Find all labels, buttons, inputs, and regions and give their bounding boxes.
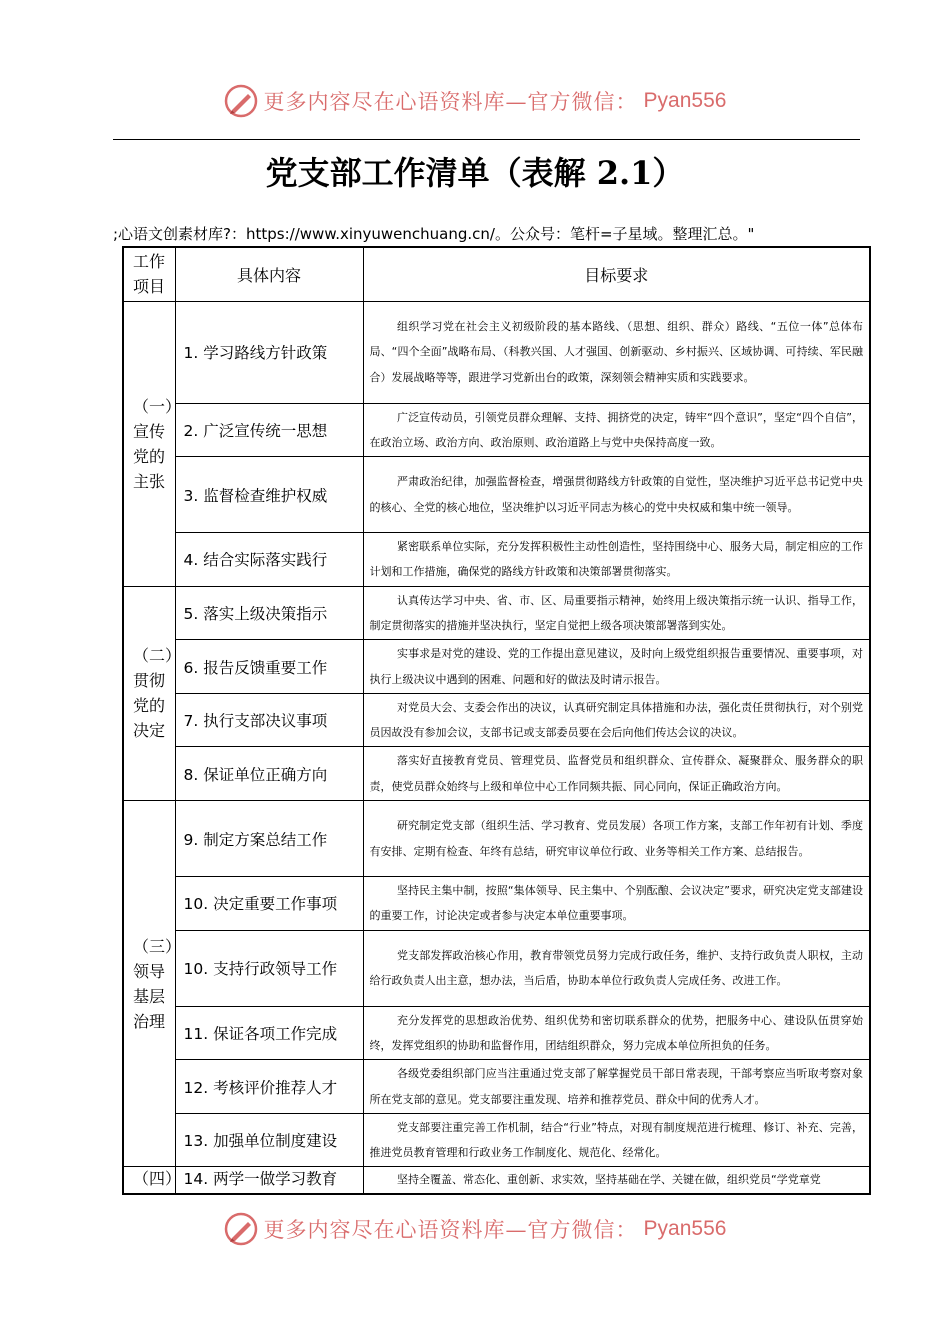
table-row xyxy=(123,693,870,747)
table-row xyxy=(123,403,870,457)
item-cell: 13. 加强单位制度建设 xyxy=(175,1113,363,1167)
item-cell: 10. 决定重要工作事项 xyxy=(175,877,363,931)
item-cell: 2. 广泛宣传统一思想 xyxy=(175,403,363,457)
item-cell: 11. 保证各项工作完成 xyxy=(175,1006,363,1060)
goal-cell: 落实好直接教育党员、管理党员、监督党员和组织群众、宣传群众、凝聚群众、服务群众的职责，使党员群众始终与上级和单位中心工作同频共振、同心同向，保证正确政治方向。 xyxy=(363,747,870,801)
page-title: 党支部工作清单（表解 2.1） xyxy=(265,154,685,192)
pen-logo-icon xyxy=(224,84,258,118)
table-row xyxy=(123,533,870,587)
goal-cell: 广泛宣传动员，引领党员群众理解、支持、拥挤党的决定，铸牢“四个意识”，坚定“四个自信”，在政治立场、政治方向、政治原则、政治道路上与党中央保持高度一致。 xyxy=(363,403,870,457)
table-header-row xyxy=(123,247,870,301)
pen-logo-icon xyxy=(224,1212,258,1246)
table-row xyxy=(123,301,870,403)
header-goal: 目标要求 xyxy=(363,247,870,301)
item-cell: 7. 执行支部决议事项 xyxy=(175,693,363,747)
header-rule xyxy=(113,139,860,140)
item-cell: 1. 学习路线方针政策 xyxy=(175,301,363,403)
table-row xyxy=(123,1167,870,1195)
goal-cell: 紧密联系单位实际，充分发挥积极性主动性创造性，坚持围绕中心、服务大局，制定相应的工作计划和工作措施，确保党的路线方针政策和决策部署贯彻落实。 xyxy=(363,533,870,587)
goal-cell: 坚持全覆盖、常态化、重创新、求实效，坚持基础在学、关键在做，组织党员“学党章党 xyxy=(363,1167,870,1195)
item-cell: 6. 报告反馈重要工作 xyxy=(175,640,363,694)
table-row xyxy=(123,1006,870,1060)
goal-cell: 党支部要注重完善工作机制，结合“行业”特点，对现有制度规范进行梳理、修订、补充、完善，推进党员教育管理和行政业务工作制度化、规范化、经常化。 xyxy=(363,1113,870,1167)
category-cell: （三）领导基层治理 xyxy=(123,801,175,1167)
table-row xyxy=(123,877,870,931)
table-row xyxy=(123,801,870,877)
goal-cell: 研究制定党支部（组织生活、学习教育、党员发展）各项工作方案，支部工作年初有计划、季度有安排、定期有检查、年终有总结，研究审议单位行政、业务等相关工作方案、总结报告。 xyxy=(363,801,870,877)
table-row xyxy=(123,457,870,533)
item-cell: 14. 两学一做学习教育 xyxy=(175,1167,363,1195)
table-row xyxy=(123,930,870,1006)
top-banner xyxy=(0,84,950,122)
goal-cell: 党支部发挥政治核心作用，教育带领党员努力完成行政任务，维护、支持行政负责人职权，主动给行政负责人出主意，想办法，当后盾，协助本单位行政负责人完成任务、改进工作。 xyxy=(363,930,870,1006)
source-line: ;心语文创素材库?：https://www.xinyuwenchuang.cn/。公众号：笔杆=子星域。整理汇总。" xyxy=(113,225,755,243)
item-cell: 10. 支持行政领导工作 xyxy=(175,930,363,1006)
work-list-table xyxy=(122,246,871,1195)
item-cell: 8. 保证单位正确方向 xyxy=(175,747,363,801)
table-row xyxy=(123,747,870,801)
banner-wechat-id: Pyan556 xyxy=(643,89,727,112)
table-row xyxy=(123,640,870,694)
banner-text: 更多内容尽在心语资料库—官方微信： xyxy=(263,90,638,114)
category-cell: （一）宣传党的主张 xyxy=(123,301,175,586)
banner-wechat-id: Pyan556 xyxy=(643,1217,727,1240)
banner-text: 更多内容尽在心语资料库—官方微信： xyxy=(263,1218,638,1242)
goal-cell: 各级党委组织部门应当注重通过党支部了解掌握党员干部日常表现，干部考察应当听取考察对象所在党支部的意见。党支部要注重发现、培养和推荐党员、群众中间的优秀人才。 xyxy=(363,1060,870,1114)
header-content: 具体内容 xyxy=(175,247,363,301)
item-cell: 3. 监督检查维护权威 xyxy=(175,457,363,533)
goal-cell: 坚持民主集中制，按照“集体领导、民主集中、个别酝酿、会议决定”要求，研究决定党支部建设的重要工作，讨论决定或者参与决定本单位重要事项。 xyxy=(363,877,870,931)
item-cell: 9. 制定方案总结工作 xyxy=(175,801,363,877)
bottom-banner xyxy=(0,1212,950,1250)
goal-cell: 严肃政治纪律，加强监督检查，增强贯彻路线方针政策的自觉性，坚决维护习近平总书记党中央的核心、全党的核心地位，坚决维护以习近平同志为核心的党中央权威和集中统一领导。 xyxy=(363,457,870,533)
item-cell: 12. 考核评价推荐人才 xyxy=(175,1060,363,1114)
goal-cell: 充分发挥党的思想政治优势、组织优势和密切联系群众的优势，把服务中心、建设队伍贯穿始终，发挥党组织的协助和监督作用，团结组织群众，努力完成本单位所担负的任务。 xyxy=(363,1006,870,1060)
table-row xyxy=(123,586,870,640)
item-cell: 4. 结合实际落实践行 xyxy=(175,533,363,587)
item-cell: 5. 落实上级决策指示 xyxy=(175,586,363,640)
goal-cell: 组织学习党在社会主义初级阶段的基本路线、（思想、组织、群众）路线、“五位一体”总体布局、“四个全面”战略布局、（科教兴国、人才强国、创新驱动、乡村振兴、区域协调、可持续、军民融合）发展战略等等，跟进学习党新出台的政策，深刻领会精神实质和实践要求。 xyxy=(363,301,870,403)
goal-cell: 实事求是对党的建设、党的工作提出意见建议，及时向上级党组织报告重要情况、重要事项，对执行上级决议中遇到的困难、问题和好的做法及时请示报告。 xyxy=(363,640,870,694)
table-row xyxy=(123,1060,870,1114)
table-row xyxy=(123,1113,870,1167)
goal-cell: 对党员大会、支委会作出的决议，认真研究制定具体措施和办法，强化责任贯彻执行，对个别党员因故没有参加会议，支部书记或支部委员要在会后向他们传达会议的决议。 xyxy=(363,693,870,747)
goal-cell: 认真传达学习中央、省、市、区、局重要指示精神，始终用上级决策指示统一认识、指导工作，制定贯彻落实的措施并坚决执行，坚定自觉把上级各项决策部署落到实处。 xyxy=(363,586,870,640)
header-category: 工作项目 xyxy=(123,247,175,301)
category-cell: （二）贯彻党的决定 xyxy=(123,586,175,800)
category-cell: （四） xyxy=(123,1167,175,1195)
